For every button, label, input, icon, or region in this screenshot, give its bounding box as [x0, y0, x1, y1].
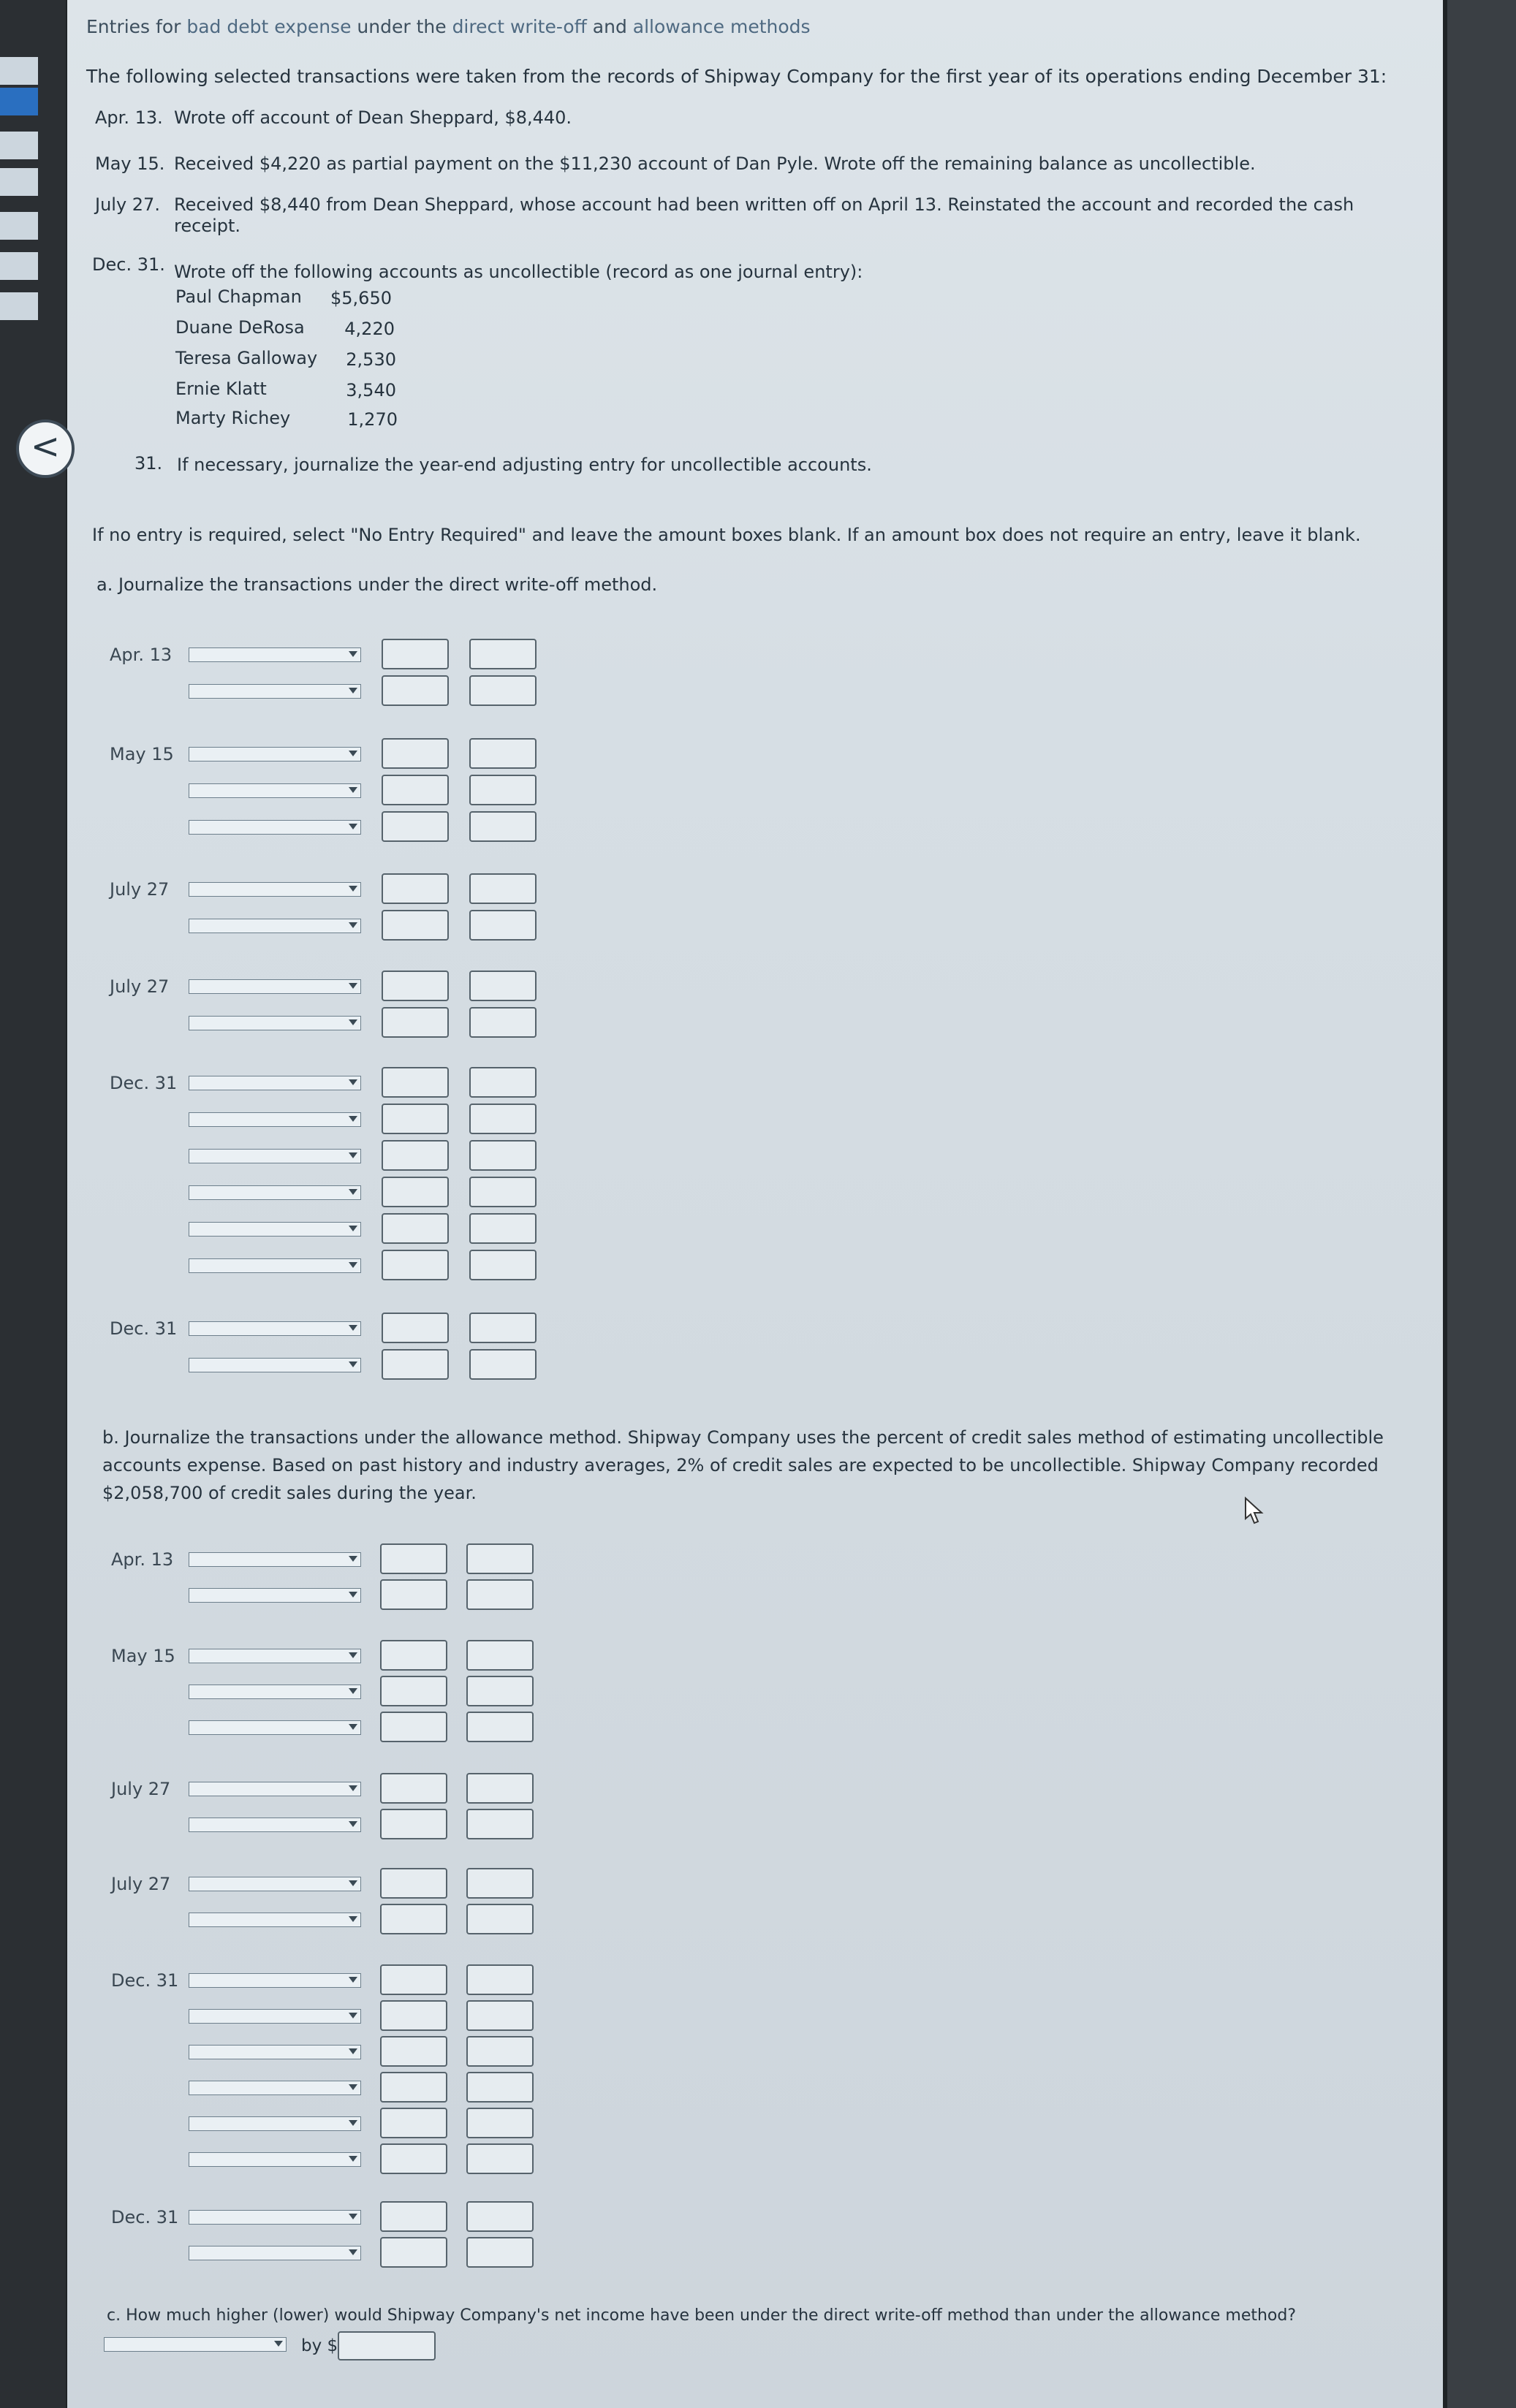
account-select[interactable]: [189, 783, 361, 798]
chevron-down-icon: [349, 2249, 357, 2255]
credit-amount-input[interactable]: [466, 2000, 534, 2031]
debit-amount-input[interactable]: [382, 971, 449, 1001]
chevron-down-icon: [349, 2084, 357, 2090]
debit-amount-input[interactable]: [380, 1809, 447, 1839]
credit-amount-input[interactable]: [466, 1773, 534, 1804]
debit-amount-input[interactable]: [380, 2143, 447, 2174]
entry-date-label: Dec. 31: [110, 1318, 178, 1339]
net-income-direction-select[interactable]: [104, 2337, 287, 2352]
entry-date-label: July 27: [110, 879, 170, 900]
debit-amount-input[interactable]: [382, 1213, 449, 1244]
writeoff-amount: $5,650: [330, 288, 392, 308]
credit-amount-input[interactable]: [466, 1868, 534, 1899]
debit-amount-input[interactable]: [382, 1349, 449, 1380]
account-select[interactable]: [189, 1321, 361, 1336]
account-select[interactable]: [189, 2210, 361, 2225]
account-select[interactable]: [189, 1076, 361, 1090]
chevron-down-icon: [349, 1226, 357, 1231]
debit-amount-input[interactable]: [380, 1543, 447, 1574]
credit-amount-input[interactable]: [469, 971, 537, 1001]
account-select[interactable]: [189, 1685, 361, 1699]
writeoff-name: Teresa Galloway: [175, 348, 318, 368]
credit-amount-input[interactable]: [466, 1904, 534, 1934]
credit-amount-input[interactable]: [469, 1067, 537, 1098]
debit-amount-input[interactable]: [380, 2201, 447, 2232]
writeoff-amount: 1,270: [347, 409, 398, 430]
part-b-label: b. Journalize the transactions under the allowance method. Shipway Company uses the percent of credit sales method of estimating uncollectible accounts expense. Based on past history and industry averages, 2% of credit sales are expected to be uncollectible. Shipway Company recorded $2,058,700 of credit sales during the year.: [102, 1427, 1384, 1503]
debit-amount-input[interactable]: [382, 1104, 449, 1134]
txn-date: 31.: [134, 453, 163, 474]
net-income-difference-input[interactable]: [338, 2331, 436, 2360]
account-select[interactable]: [189, 1973, 361, 1988]
entry-date-label: July 27: [111, 1874, 171, 1894]
left-window-bar: [0, 132, 38, 159]
by-label: by $: [301, 2336, 338, 2355]
account-select[interactable]: [189, 1818, 361, 1832]
part-c-label: c. How much higher (lower) would Shipway Company's net income have been under the direct write-off method than under the allowance method?: [107, 2306, 1297, 2325]
credit-amount-input[interactable]: [466, 1712, 534, 1742]
chevron-down-icon: [349, 2048, 357, 2054]
credit-amount-input[interactable]: [469, 1250, 537, 1280]
txn-text: Wrote off the following accounts as uncollectible (record as one journal entry):: [174, 262, 863, 282]
chevron-down-icon: [349, 1592, 357, 1598]
left-window-bar: [0, 252, 38, 280]
debit-amount-input[interactable]: [382, 1067, 449, 1098]
debit-amount-input[interactable]: [382, 639, 449, 669]
account-select[interactable]: [189, 919, 361, 933]
chevron-down-icon: [349, 1079, 357, 1085]
writeoff-name: Ernie Klatt: [175, 379, 267, 399]
entry-date-label: May 15: [110, 744, 174, 764]
chevron-down-icon: [349, 751, 357, 756]
account-select[interactable]: [189, 2009, 361, 2024]
chevron-down-icon: [349, 1821, 357, 1827]
account-select[interactable]: [189, 979, 361, 994]
chevron-left-icon: <: [30, 426, 61, 467]
credit-amount-input[interactable]: [466, 1676, 534, 1706]
debit-amount-input[interactable]: [382, 1177, 449, 1207]
chevron-down-icon: [349, 2120, 357, 2126]
part-a-label: a. Journalize the transactions under the direct write-off method.: [96, 574, 658, 595]
account-select[interactable]: [189, 684, 361, 699]
credit-amount-input[interactable]: [469, 675, 537, 706]
debit-amount-input[interactable]: [382, 675, 449, 706]
txn-text: Received $8,440 from Dean Sheppard, whose account had been written off on April 13. Reinstated the account and recorded the cash: [174, 194, 1354, 215]
chevron-down-icon: [349, 1019, 357, 1025]
writeoff-name: Duane DeRosa: [175, 317, 305, 338]
chevron-down-icon: [349, 1652, 357, 1658]
debit-amount-input[interactable]: [382, 1250, 449, 1280]
debit-amount-input[interactable]: [380, 2072, 447, 2103]
account-select[interactable]: [189, 647, 361, 662]
debit-amount-input[interactable]: [380, 1579, 447, 1610]
debit-amount-input[interactable]: [380, 1712, 447, 1742]
credit-amount-input[interactable]: [469, 1349, 537, 1380]
account-select[interactable]: [189, 1877, 361, 1891]
debit-amount-input[interactable]: [382, 775, 449, 805]
credit-amount-input[interactable]: [469, 1313, 537, 1343]
debit-amount-input[interactable]: [380, 2108, 447, 2138]
debit-amount-input[interactable]: [380, 1868, 447, 1899]
debit-amount-input[interactable]: [380, 2000, 447, 2031]
entry-date-label: May 15: [111, 1646, 175, 1666]
left-window-bar: [0, 168, 38, 196]
chevron-down-icon: [349, 1785, 357, 1791]
account-select[interactable]: [189, 1552, 361, 1567]
debit-amount-input[interactable]: [380, 1773, 447, 1804]
account-select[interactable]: [189, 2116, 361, 2131]
account-select[interactable]: [189, 882, 361, 897]
left-window-bar: [0, 88, 38, 115]
account-select[interactable]: [189, 820, 361, 835]
chevron-down-icon: [349, 651, 357, 657]
writeoff-amount: 2,530: [346, 349, 396, 370]
credit-amount-input[interactable]: [466, 1543, 534, 1574]
entry-date-label: July 27: [110, 976, 170, 997]
entry-date-label: Apr. 13: [111, 1549, 174, 1570]
debit-amount-input[interactable]: [380, 2036, 447, 2067]
chevron-down-icon: [349, 1977, 357, 1983]
credit-amount-input[interactable]: [469, 873, 537, 904]
txn-text: receipt.: [174, 216, 241, 236]
chevron-down-icon: [274, 2341, 283, 2347]
credit-amount-input[interactable]: [469, 811, 537, 842]
debit-amount-input[interactable]: [380, 1904, 447, 1934]
credit-amount-input[interactable]: [466, 2036, 534, 2067]
credit-amount-input[interactable]: [469, 775, 537, 805]
chevron-down-icon: [349, 2156, 357, 2162]
chevron-down-icon: [349, 886, 357, 892]
mouse-cursor-icon: [1244, 1497, 1266, 1526]
txn-date: July 27.: [95, 194, 160, 215]
debit-amount-input[interactable]: [382, 738, 449, 769]
entry-date-label: Dec. 31: [111, 1970, 179, 1991]
chevron-down-icon: [349, 688, 357, 694]
chevron-down-icon: [349, 922, 357, 928]
account-select[interactable]: [189, 1185, 361, 1200]
credit-amount-input[interactable]: [469, 1140, 537, 1171]
chevron-down-icon: [349, 1361, 357, 1367]
chevron-down-icon: [349, 1880, 357, 1886]
question-title: Entries for bad debt expense under the direct write-off and allowance methods: [86, 16, 811, 37]
left-window-bar: [0, 57, 38, 85]
writeoff-name: Marty Richey: [175, 408, 291, 428]
chevron-down-icon: [349, 1688, 357, 1694]
account-select[interactable]: [189, 1258, 361, 1273]
account-select[interactable]: [189, 2045, 361, 2059]
entry-date-label: Dec. 31: [111, 2207, 179, 2227]
debit-amount-input[interactable]: [380, 1640, 447, 1671]
credit-amount-input[interactable]: [466, 1640, 534, 1671]
account-select[interactable]: [189, 2246, 361, 2260]
debit-amount-input[interactable]: [380, 2237, 447, 2268]
credit-amount-input[interactable]: [469, 738, 537, 769]
credit-amount-input[interactable]: [466, 2108, 534, 2138]
credit-amount-input[interactable]: [466, 1579, 534, 1610]
account-select[interactable]: [189, 1649, 361, 1663]
credit-amount-input[interactable]: [466, 1964, 534, 1995]
chevron-down-icon: [349, 1262, 357, 1268]
chevron-down-icon: [349, 2013, 357, 2018]
credit-amount-input[interactable]: [466, 2237, 534, 2268]
account-select[interactable]: [189, 1222, 361, 1237]
instructions-text: If no entry is required, select "No Entry Required" and leave the amount boxes blank. If an amount box does not require an entry, leave it blank.: [92, 525, 1361, 545]
txn-text: If necessary, journalize the year-end adjusting entry for uncollectible accounts.: [177, 455, 872, 475]
chevron-down-icon: [349, 1724, 357, 1730]
account-select[interactable]: [189, 1016, 361, 1030]
credit-amount-input[interactable]: [469, 1213, 537, 1244]
credit-amount-input[interactable]: [469, 1104, 537, 1134]
chevron-down-icon: [349, 1325, 357, 1331]
writeoff-amount: 3,540: [346, 380, 396, 400]
chevron-down-icon: [349, 824, 357, 829]
chevron-down-icon: [349, 1916, 357, 1922]
txn-date: Dec. 31.: [92, 254, 165, 275]
txn-date: Apr. 13.: [95, 107, 163, 128]
chevron-down-icon: [349, 787, 357, 793]
credit-amount-input[interactable]: [469, 1007, 537, 1038]
account-select[interactable]: [189, 1913, 361, 1927]
intro-text: The following selected transactions were taken from the records of Shipway Company for the first year of its operations ending December 31:: [86, 66, 1387, 87]
debit-amount-input[interactable]: [382, 1313, 449, 1343]
debit-amount-input[interactable]: [382, 910, 449, 941]
credit-amount-input[interactable]: [466, 2072, 534, 2103]
account-select[interactable]: [189, 1358, 361, 1372]
credit-amount-input[interactable]: [469, 639, 537, 669]
credit-amount-input[interactable]: [466, 2201, 534, 2232]
credit-amount-input[interactable]: [466, 2143, 534, 2174]
chevron-down-icon: [349, 1189, 357, 1195]
account-select[interactable]: [189, 2152, 361, 2167]
left-window-bar: [0, 292, 38, 320]
left-background-strip: [0, 0, 66, 2408]
credit-amount-input[interactable]: [469, 910, 537, 941]
account-select[interactable]: [189, 1149, 361, 1163]
chevron-down-icon: [349, 2214, 357, 2219]
debit-amount-input[interactable]: [382, 1140, 449, 1171]
left-window-bar: [0, 212, 38, 240]
chevron-down-icon: [349, 983, 357, 989]
account-select[interactable]: [189, 1112, 361, 1127]
debit-amount-input[interactable]: [382, 873, 449, 904]
chevron-down-icon: [349, 1556, 357, 1562]
account-select[interactable]: [189, 1720, 361, 1735]
writeoff-amount: 4,220: [344, 319, 395, 339]
writeoff-name: Paul Chapman: [175, 286, 302, 307]
entry-date-label: Dec. 31: [110, 1073, 178, 1093]
credit-amount-input[interactable]: [469, 1177, 537, 1207]
debit-amount-input[interactable]: [382, 811, 449, 842]
right-background-strip: [1447, 0, 1516, 2408]
txn-text: Wrote off account of Dean Sheppard, $8,440.: [174, 107, 572, 128]
debit-amount-input[interactable]: [382, 1007, 449, 1038]
debit-amount-input[interactable]: [380, 1676, 447, 1706]
account-select[interactable]: [189, 1588, 361, 1603]
entry-date-label: July 27: [111, 1779, 171, 1799]
account-select[interactable]: [189, 1782, 361, 1796]
chevron-down-icon: [349, 1116, 357, 1122]
account-select[interactable]: [189, 2081, 361, 2095]
txn-text: Received $4,220 as partial payment on the $11,230 account of Dan Pyle. Wrote off the remaining balance as uncollectible.: [174, 153, 1256, 174]
debit-amount-input[interactable]: [380, 1964, 447, 1995]
chevron-down-icon: [349, 1152, 357, 1158]
account-select[interactable]: [189, 747, 361, 761]
txn-date: May 15.: [95, 153, 165, 174]
entry-date-label: Apr. 13: [110, 645, 173, 665]
back-button[interactable]: [16, 419, 75, 478]
credit-amount-input[interactable]: [466, 1809, 534, 1839]
